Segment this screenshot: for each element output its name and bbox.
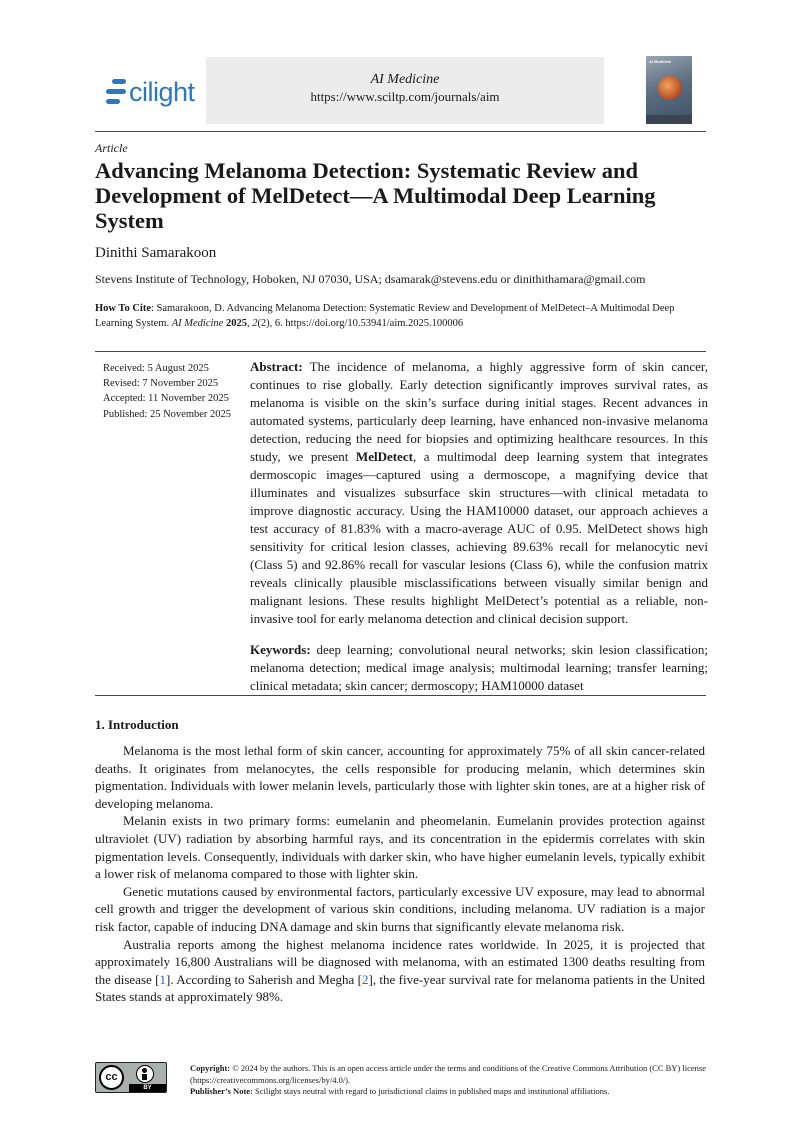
introduction-body: [95, 742, 705, 1006]
logo-s-icon: [104, 77, 128, 107]
cover-footer-strip: [646, 115, 692, 124]
date-received: Received: 5 August 2025: [103, 363, 209, 374]
abstract-text-1: The incidence of melanoma, a highly aggressive form of skin cancer, continues to rise globally. Early detection significantly improves survival rates, as melanoma is visible on the skin’s surface during initial stages. Recent advances in automated systems, particularly deep learning, have enhanced non-invasive melanoma detection, reducing the need for biopsies and optimizing healthcare resources. In this study, we present: [250, 359, 708, 464]
copyright-label: Copyright:: [190, 1063, 231, 1073]
journal-cover-image: [646, 56, 692, 124]
cc-by-license-badge[interactable]: [95, 1062, 167, 1093]
author-name: Dinithi Samarakoon: [95, 245, 217, 261]
scilight-logo: [104, 74, 204, 110]
citation-volume: 2: [252, 318, 258, 329]
journal-header-box: [206, 57, 604, 124]
reference-link[interactable]: 1: [159, 971, 166, 987]
how-to-cite: How To Cite: Samarakoon, D. Advancing Melanoma Detection: Systematic Review and Development of MelDetect–A Multimodal Deep Learning System. AI Medicine 2025, 2(2), 6. https://doi.org/10.53941/aim.2025.100006: [95, 303, 675, 329]
author-affiliation: Stevens Institute of Technology, Hoboken, NJ 07030, USA; dsamarak@stevens.edu or dinithithamara@gmail.com: [95, 272, 646, 286]
article-title: Advancing Melanoma Detection: Systematic Review and Development of MelDetect—A Multimodal Deep Learning System: [95, 158, 656, 233]
reference-link[interactable]: 2: [361, 971, 369, 987]
abstract: [250, 358, 708, 628]
citation-journal: AI Medicine: [171, 318, 224, 329]
cc-icon: cc: [99, 1065, 124, 1090]
cover-graphic: [658, 76, 682, 100]
journal-url-link[interactable]: https://www.sciltp.com/journals/aim: [310, 89, 500, 104]
copyright-text: © 2024 by the authors. This is an open access article under the terms and conditions of the Creative Commons Attribution (CC BY) license (https://creativecommons.org/licenses/by/4.0/).: [190, 1063, 706, 1085]
header-divider: [95, 131, 706, 132]
logo-text: cilight: [129, 77, 195, 107]
paragraph: [95, 936, 705, 1006]
publisher-note-text: Scilight stays neutral with regard to jurisdictional claims in published maps and institutional affiliations.: [252, 1086, 610, 1096]
cover-title: AI Medicine: [649, 59, 672, 64]
how-to-cite-label: How To Cite: [95, 303, 152, 314]
publication-dates: [103, 361, 231, 422]
abstract-bottom-divider: [95, 695, 706, 696]
keywords: [250, 641, 708, 695]
article-type-label: Article: [95, 141, 128, 155]
keywords-label: Keywords:: [250, 642, 311, 657]
paragraph-text: ], the five-year survival rate for melanoma patients in the United States stands at approximately 98%.: [95, 971, 705, 1005]
paragraph-text: ]. According to Saherish and Megha [: [165, 971, 362, 987]
abstract-text-2: , a multimodal deep learning system that integrates dermoscopic images—captured using a dermoscope, a magnifying device that illuminates and visualizes subsurface skin structures—with clinical metadata to improve diagnostic accuracy. Using the HAM10000 dataset, our approach achieves a test accuracy of 81.83% with a macro-average AUC of 0.95. MelDetect shows high sensitivity for critical lesion classes, achieving 89.63% recall for melanocytic nevi (Class 5) and 92.86% recall for vascular lesions (Class 6), while the confusion matrix reveals clinically plausible misclassifications between visually similar benign and malignant lesions. These results highlight MelDetect’s potential as a reliable, non-invasive tool for early melanoma detection and clinical decision support.: [250, 449, 708, 626]
citation-year: 2025: [225, 318, 247, 329]
keywords-text: deep learning; convolutional neural networks; skin lesion classification; melanoma detection; medical image analysis; multimodal learning; transfer learning; clinical metadata; skin cancer; dermoscopy; HAM10000 dataset: [250, 642, 708, 693]
footer-notice: [190, 1063, 710, 1098]
publisher-note: [190, 1086, 710, 1098]
section-heading-introduction: 1. Introduction: [95, 717, 179, 732]
paragraph-text: Australia reports among the highest melanoma incidence rates worldwide. In 2025, it is projected that approximately 16,800 Australians will be diagnosed with melanoma, with an estimated 1300 deaths resulting from the disease [: [95, 936, 705, 987]
paragraph: Genetic mutations caused by environmental factors, particularly excessive UV exposure, may lead to abnormal cell growth and trigger the development of various skin conditions, including melanoma. UV radiation is a major risk factor, capable of inducing DNA damage and skin burns that significantly elevate melanoma risk.: [95, 883, 705, 934]
citation-issue-doi: (2), 6. https://doi.org/10.53941/aim.2025.100006: [257, 318, 464, 329]
abstract-top-divider: [95, 351, 706, 352]
paragraph: Melanin exists in two primary forms: eumelanin and pheomelanin. Eumelanin provides protection against ultraviolet (UV) radiation by absorbing harmful rays, and its concentration in the epidermis correlates with skin pigmentation levels. Consequently, individuals with darker skin, who have higher eumelanin levels, typically exhibit a lower risk of melanoma compared to those with lighter skin.: [95, 813, 705, 882]
paragraph: Melanoma is the most lethal form of skin cancer, accounting for approximately 75% of all skin cancer-related deaths. It originates from melanocytes, the cells responsible for producing melanin, which determines skin pigmentation. Individuals with lower melanin levels, particularly those with lighter skin tones, are at a higher risk of developing melanoma.: [95, 743, 705, 811]
date-revised: Revised: 7 November 2025: [103, 378, 219, 390]
copyright-notice: [190, 1063, 710, 1086]
journal-name: AI Medicine: [370, 72, 440, 87]
attribution-person-icon: [136, 1065, 154, 1083]
publisher-note-label: Publisher’s Note:: [190, 1086, 253, 1096]
date-accepted: Accepted: 11 November 2025: [103, 393, 229, 405]
by-label: BY: [129, 1084, 166, 1092]
date-published: Published: 25 November 2025: [103, 408, 232, 420]
abstract-bold-term: MelDetect: [355, 449, 413, 464]
abstract-label: Abstract:: [250, 359, 303, 374]
citation-text: : Samarakoon, D. Advancing Melanoma Detection: Systematic Review and Development of MelDetect–A Multimodal Deep Learning System.: [95, 303, 675, 329]
